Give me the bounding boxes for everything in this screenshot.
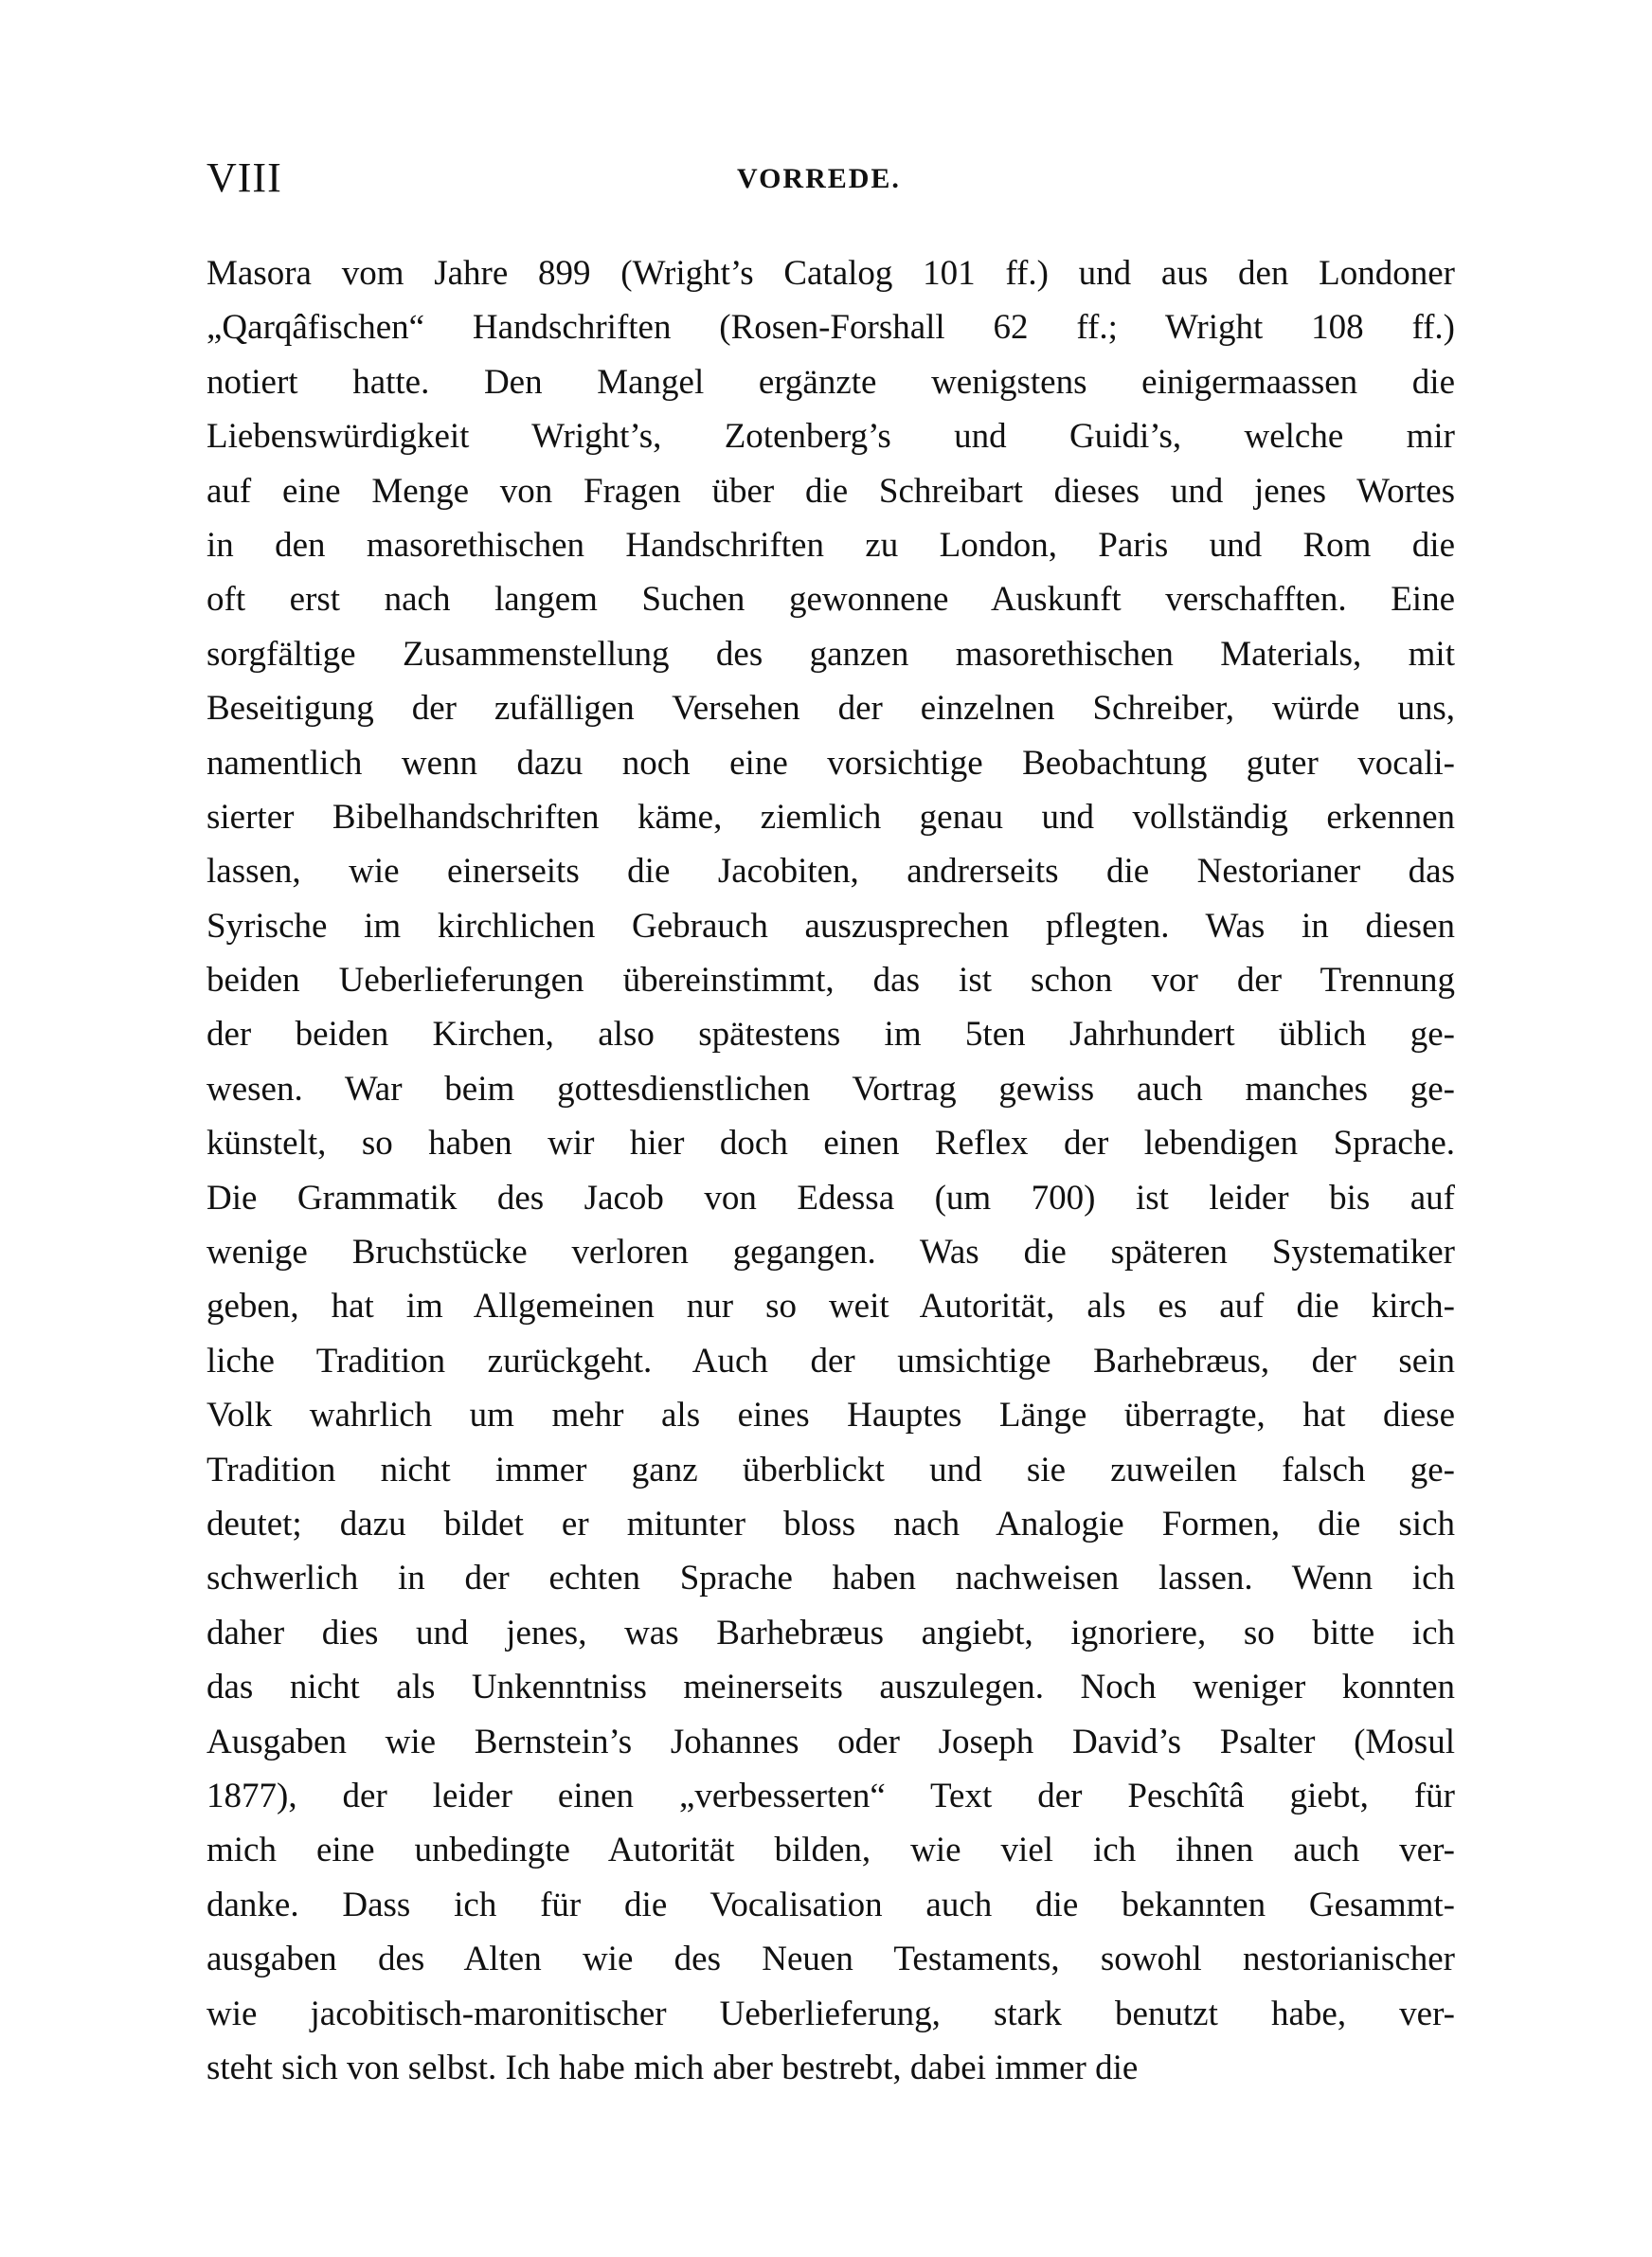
text-line: ausgaben des Alten wie des Neuen Testaments, sowohl nestorianischer — [206, 1940, 1455, 1979]
text-line: liche Tradition zurückgeht. Auch der umsichtige Barhebræus, der sein — [206, 1341, 1455, 1381]
text-line: Volk wahrlich um mehr als eines Hauptes Länge überragte, hat diese — [206, 1396, 1455, 1435]
text-line: lassen, wie einerseits die Jacobiten, andrerseits die Nestorianer das — [206, 852, 1455, 892]
text-line: danke. Dass ich für die Vocalisation auch die bekannten Gesammt- — [206, 1885, 1455, 1924]
text-line: künstelt, so haben wir hier doch einen Reflex der lebendigen Sprache. — [206, 1124, 1455, 1164]
text-line: sorgfältige Zusammenstellung des ganzen masorethischen Materials, mit — [206, 634, 1455, 674]
text-line: 1877), der leider einen „verbesserten“ Text der Peschîtâ giebt, für — [206, 1776, 1455, 1815]
text-line: steht sich von selbst. Ich habe mich aber bestrebt, dabei immer die — [206, 2048, 1139, 2087]
text-line: sierter Bibelhandschriften käme, ziemlich genau und vollständig erkennen — [206, 797, 1455, 837]
text-line: der beiden Kirchen, also spätestens im 5ten Jahrhundert üblich ge- — [206, 1015, 1455, 1055]
text-line: notiert hatte. Den Mangel ergänzte wenigstens einigermaassen die — [206, 362, 1455, 402]
text-line: Tradition nicht immer ganz überblickt und sie zuweilen falsch ge- — [206, 1450, 1455, 1490]
text-line: daher dies und jenes, was Barhebræus angiebt, ignoriere, so bitte ich — [206, 1613, 1455, 1652]
text-line: „Qarqâfischen“ Handschriften (Rosen-Forshall 62 ff.; Wright 108 ff.) — [206, 308, 1455, 348]
text-line: Die Grammatik des Jacob von Edessa (um 700) ist leider bis auf — [206, 1178, 1455, 1218]
text-line: beiden Ueberlieferungen übereinstimmt, das ist schon vor der Trennung — [206, 961, 1455, 1001]
text-line: Beseitigung der zufälligen Versehen der einzelnen Schreiber, würde uns, — [206, 689, 1455, 729]
text-line: mich eine unbedingte Autorität bilden, wie viel ich ihnen auch ver- — [206, 1831, 1455, 1870]
text-line: Masora vom Jahre 899 (Wright’s Catalog 101 ff.) und aus den Londoner — [206, 254, 1455, 293]
text-line: Ausgaben wie Bernstein’s Johannes oder Joseph David’s Psalter (Mosul — [206, 1722, 1455, 1761]
text-line: Syrische im kirchlichen Gebrauch auszusprechen pflegten. Was in diesen — [206, 906, 1455, 946]
text-line: geben, hat im Allgemeinen nur so weit Autorität, als es auf die kirch- — [206, 1287, 1455, 1327]
text-line: namentlich wenn dazu noch eine vorsichtige Beobachtung guter vocali- — [206, 743, 1455, 783]
page-number: VIII — [206, 154, 282, 201]
text-line: oft erst nach langem Suchen gewonnene Auskunft verschafften. Eine — [206, 580, 1455, 620]
running-head: VORREDE. — [737, 163, 901, 194]
text-line: deutet; dazu bildet er mitunter bloss nach Analogie Formen, die sich — [206, 1504, 1455, 1544]
text-line: wie jacobitisch-maronitischer Ueberlieferung, stark benutzt habe, ver- — [206, 1994, 1455, 2033]
body-text — [206, 246, 1455, 2095]
page-header — [206, 150, 1455, 207]
text-line: wesen. War beim gottesdienstlichen Vortrag gewiss auch manches ge- — [206, 1069, 1455, 1109]
text-line: Liebenswürdigkeit Wright’s, Zotenberg’s und Guidi’s, welche mir — [206, 417, 1455, 457]
text-line: schwerlich in der echten Sprache haben nachweisen lassen. Wenn ich — [206, 1559, 1455, 1598]
text-line: wenige Bruchstücke verloren gegangen. Was die späteren Systematiker — [206, 1233, 1455, 1273]
text-line: das nicht als Unkenntniss meinerseits auszulegen. Noch weniger konnten — [206, 1668, 1455, 1707]
text-line: auf eine Menge von Fragen über die Schreibart dieses und jenes Wortes — [206, 471, 1455, 511]
text-line: in den masorethischen Handschriften zu London, Paris und Rom die — [206, 525, 1455, 565]
